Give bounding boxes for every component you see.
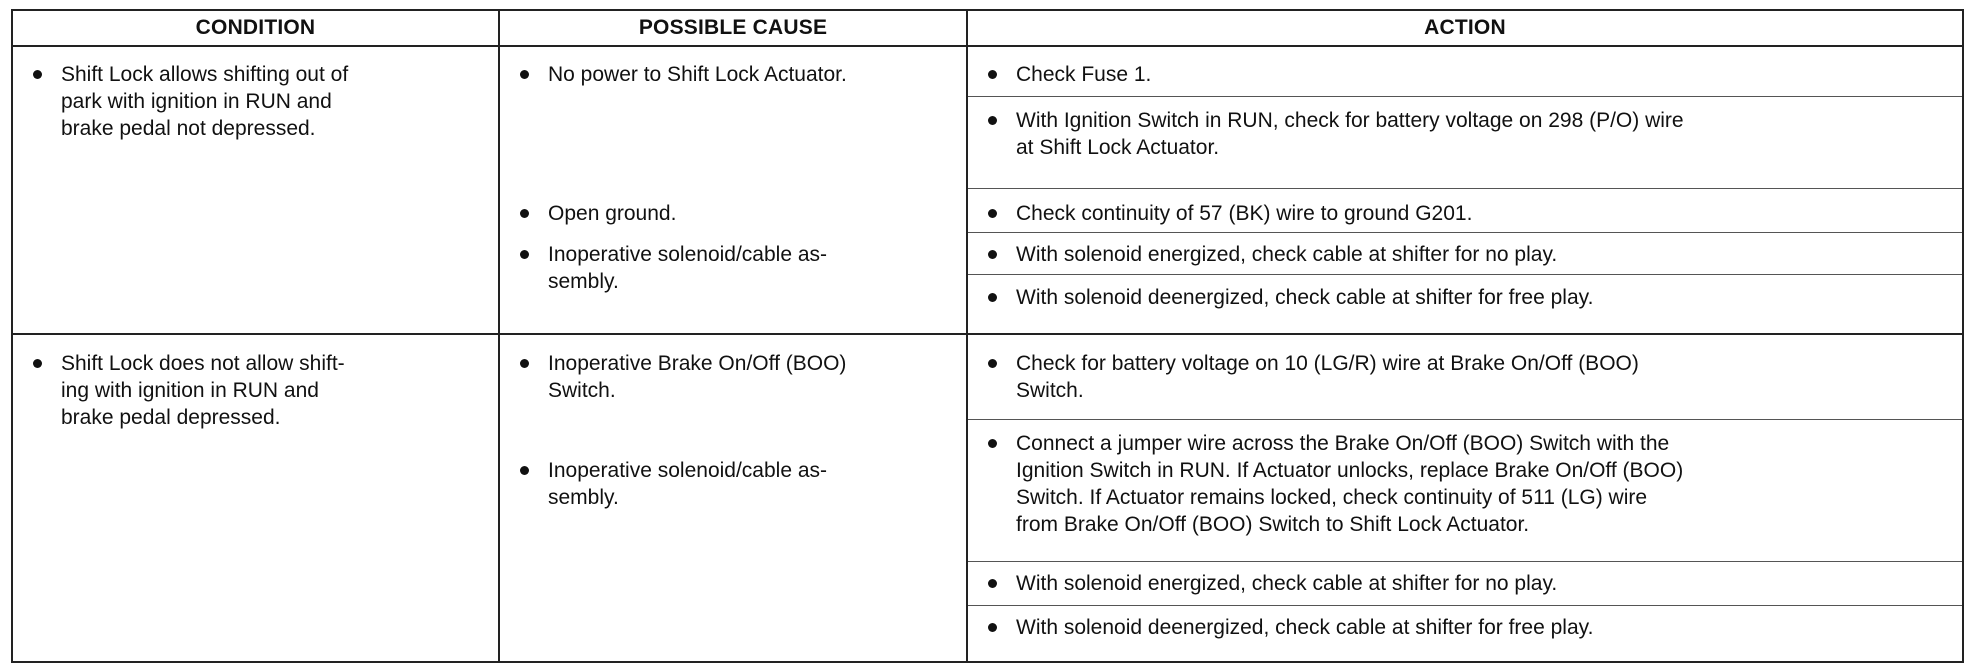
bullet-icon <box>520 209 529 218</box>
row1-action-text-3: Check continuity of 57 (BK) wire to ground G201. <box>1016 202 1473 225</box>
row2-action-text-1: Check for battery voltage on 10 (LG/R) wire at Brake On/Off (BOO) Switch. <box>1016 352 1639 402</box>
bullet-icon <box>33 70 42 79</box>
row1-cause-item-3 <box>500 241 966 295</box>
row2-action-divider <box>968 605 1962 606</box>
row1-action-item-1 <box>968 61 1962 88</box>
row2-condition-item <box>13 350 498 431</box>
row1-condition-item <box>13 61 498 142</box>
row1-action-item-4 <box>968 241 1962 268</box>
bullet-icon <box>520 359 529 368</box>
row2-cause-text-1: Inoperative Brake On/Off (BOO) Switch. <box>548 352 847 402</box>
bullet-icon <box>520 466 529 475</box>
row1-action-item-2 <box>968 107 1962 161</box>
row1-action-text-2: With Ignition Switch in RUN, check for battery voltage on 298 (P/O) wire at Shift Lock Actuator. <box>1016 109 1684 159</box>
bullet-icon <box>988 209 997 218</box>
bullet-icon <box>520 250 529 259</box>
bullet-icon <box>988 623 997 632</box>
bullet-icon <box>988 293 997 302</box>
row1-action-text-4: With solenoid energized, check cable at shifter for no play. <box>1016 243 1558 266</box>
bullet-icon <box>520 70 529 79</box>
row1-cause-text-2: Open ground. <box>548 202 677 225</box>
row2-condition-text: Shift Lock does not allow shift- ing with ignition in RUN and brake pedal depressed. <box>61 352 345 429</box>
row2-cause-item-2 <box>500 457 966 511</box>
row2-action-item-3 <box>968 570 1962 597</box>
row2-action-item-4 <box>968 614 1962 641</box>
bullet-icon <box>988 250 997 259</box>
row1-action-text-5: With solenoid deenergized, check cable at shifter for free play. <box>1016 286 1594 309</box>
bullet-icon <box>988 70 997 79</box>
row1-action-text-1: Check Fuse 1. <box>1016 63 1152 86</box>
row1-action-divider <box>968 274 1962 275</box>
bullet-icon <box>988 439 997 448</box>
row2-action-divider <box>968 419 1962 420</box>
row1-action-divider <box>968 96 1962 97</box>
row2-action-text-4: With solenoid deenergized, check cable at shifter for free play. <box>1016 616 1594 639</box>
row1-cause-item-2 <box>500 200 966 227</box>
bullet-icon <box>988 579 997 588</box>
row2-cause-cell <box>500 335 968 661</box>
header-condition: CONDITION <box>13 11 500 47</box>
row1-action-item-3 <box>968 200 1962 227</box>
row2-action-cell <box>968 335 1962 661</box>
row2-condition-cell <box>13 335 500 661</box>
header-action: ACTION <box>968 11 1962 47</box>
row2-action-item-1 <box>968 350 1962 404</box>
row1-condition-text: Shift Lock allows shifting out of park with ignition in RUN and brake pedal not depressed. <box>61 63 349 140</box>
row1-action-cell <box>968 47 1962 335</box>
row2-action-item-2 <box>968 430 1962 538</box>
row2-cause-text-2: Inoperative solenoid/cable as- sembly. <box>548 459 828 509</box>
header-possible-cause: POSSIBLE CAUSE <box>500 11 968 47</box>
bullet-icon <box>988 116 997 125</box>
diagnosis-table <box>11 9 1964 663</box>
row2-action-text-3: With solenoid energized, check cable at shifter for no play. <box>1016 572 1558 595</box>
row2-action-divider <box>968 561 1962 562</box>
row1-condition-cell <box>13 47 500 335</box>
row1-cause-item-1 <box>500 61 966 88</box>
row1-action-divider <box>968 232 1962 233</box>
row1-action-item-5 <box>968 284 1962 311</box>
row2-action-text-2: Connect a jumper wire across the Brake On/Off (BOO) Switch with the Ignition Switch in RUN. If Actuator unlocks, replace Brake On/Off (BOO) Switch. If Actuator remains locked, check continuity of 511 (LG) wire from Brake On/Off (BOO) Switch to Shift Lock Actuator. <box>1016 432 1684 536</box>
bullet-icon <box>33 359 42 368</box>
row1-cause-text-1: No power to Shift Lock Actuator. <box>548 63 847 86</box>
row1-cause-cell <box>500 47 968 335</box>
bullet-icon <box>988 359 997 368</box>
row2-cause-item-1 <box>500 350 966 404</box>
row1-cause-text-3: Inoperative solenoid/cable as- sembly. <box>548 243 828 293</box>
row1-action-divider <box>968 188 1962 189</box>
